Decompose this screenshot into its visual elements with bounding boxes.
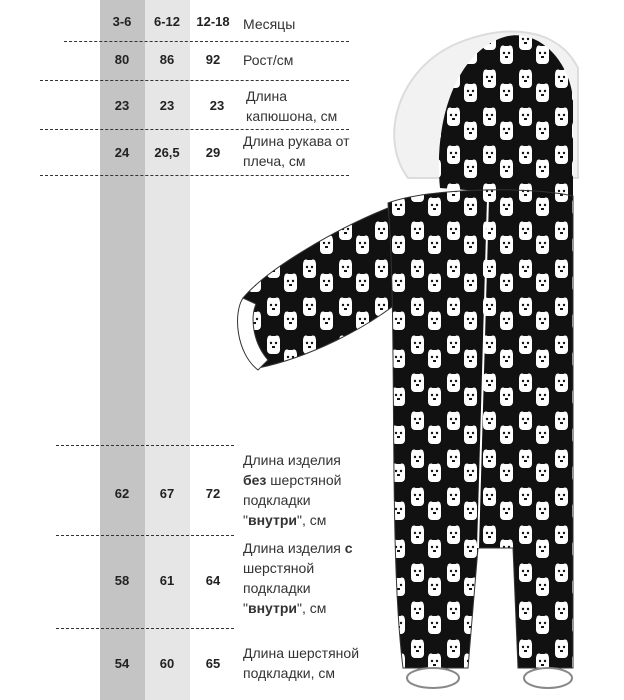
divider (40, 80, 349, 81)
header-size-6-12: 6-12 (153, 14, 181, 29)
label-text: " (243, 512, 248, 528)
label-text: " (243, 600, 248, 616)
value-len-without-6-12: 67 (159, 486, 175, 501)
value-hood-12-18: 23 (209, 98, 225, 113)
value-sleeve-6-12: 26,5 (154, 145, 180, 160)
value-len-with-12-18: 64 (205, 573, 221, 588)
divider (64, 41, 349, 42)
divider (56, 445, 234, 446)
label-line: подкладки (243, 580, 311, 596)
value-height-6-12: 86 (159, 52, 175, 67)
value-sleeve-3-6: 24 (114, 145, 130, 160)
label-sleeve-length (243, 131, 350, 171)
value-len-without-3-6: 62 (114, 486, 130, 501)
divider (40, 175, 349, 176)
value-len-with-3-6: 58 (114, 573, 130, 588)
label-line: подкладки, см (243, 665, 335, 681)
value-wool-6-12: 60 (159, 656, 175, 671)
bold-word: без (243, 472, 267, 488)
label-line: капюшона, см (246, 108, 338, 124)
label-line: шерстяной (243, 560, 315, 576)
label-line: Длина (246, 88, 287, 104)
label-text: шерстяной (266, 472, 342, 488)
label-line (243, 510, 341, 530)
value-wool-12-18: 65 (205, 656, 221, 671)
value-height-12-18: 92 (205, 52, 221, 67)
divider (56, 535, 234, 536)
label-line (243, 470, 341, 490)
label-length-without-lining (243, 450, 341, 530)
label-hood-length (246, 86, 337, 126)
value-len-without-12-18: 72 (205, 486, 221, 501)
header-size-3-6: 3-6 (112, 14, 132, 29)
label-line: Длина шерстяной (243, 645, 360, 661)
header-size-12-18: 12-18 (196, 14, 230, 29)
label-line: Длина рукава от (243, 133, 350, 149)
divider (56, 628, 234, 629)
label-line (243, 598, 353, 618)
bold-word: с (344, 540, 353, 556)
label-length-with-lining (243, 538, 353, 618)
value-len-with-6-12: 61 (159, 573, 175, 588)
label-wool-lining-length (243, 643, 359, 683)
label-line: Длина изделия (243, 452, 341, 468)
value-sleeve-12-18: 29 (205, 145, 221, 160)
label-text: ", см (297, 600, 327, 616)
label-line: подкладки (243, 492, 311, 508)
label-line: плеча, см (243, 153, 306, 169)
value-height-3-6: 80 (114, 52, 130, 67)
header-label-months: Месяцы (243, 16, 296, 32)
value-hood-3-6: 23 (114, 98, 130, 113)
label-line (243, 538, 353, 558)
label-text: Длина изделия (243, 540, 345, 556)
label-height: Рост/см (243, 52, 294, 68)
label-text: ", см (297, 512, 327, 528)
bold-word: внутри (247, 512, 298, 528)
bold-word: внутри (247, 600, 298, 616)
divider (40, 129, 349, 130)
value-wool-3-6: 54 (114, 656, 130, 671)
value-hood-6-12: 23 (159, 98, 175, 113)
